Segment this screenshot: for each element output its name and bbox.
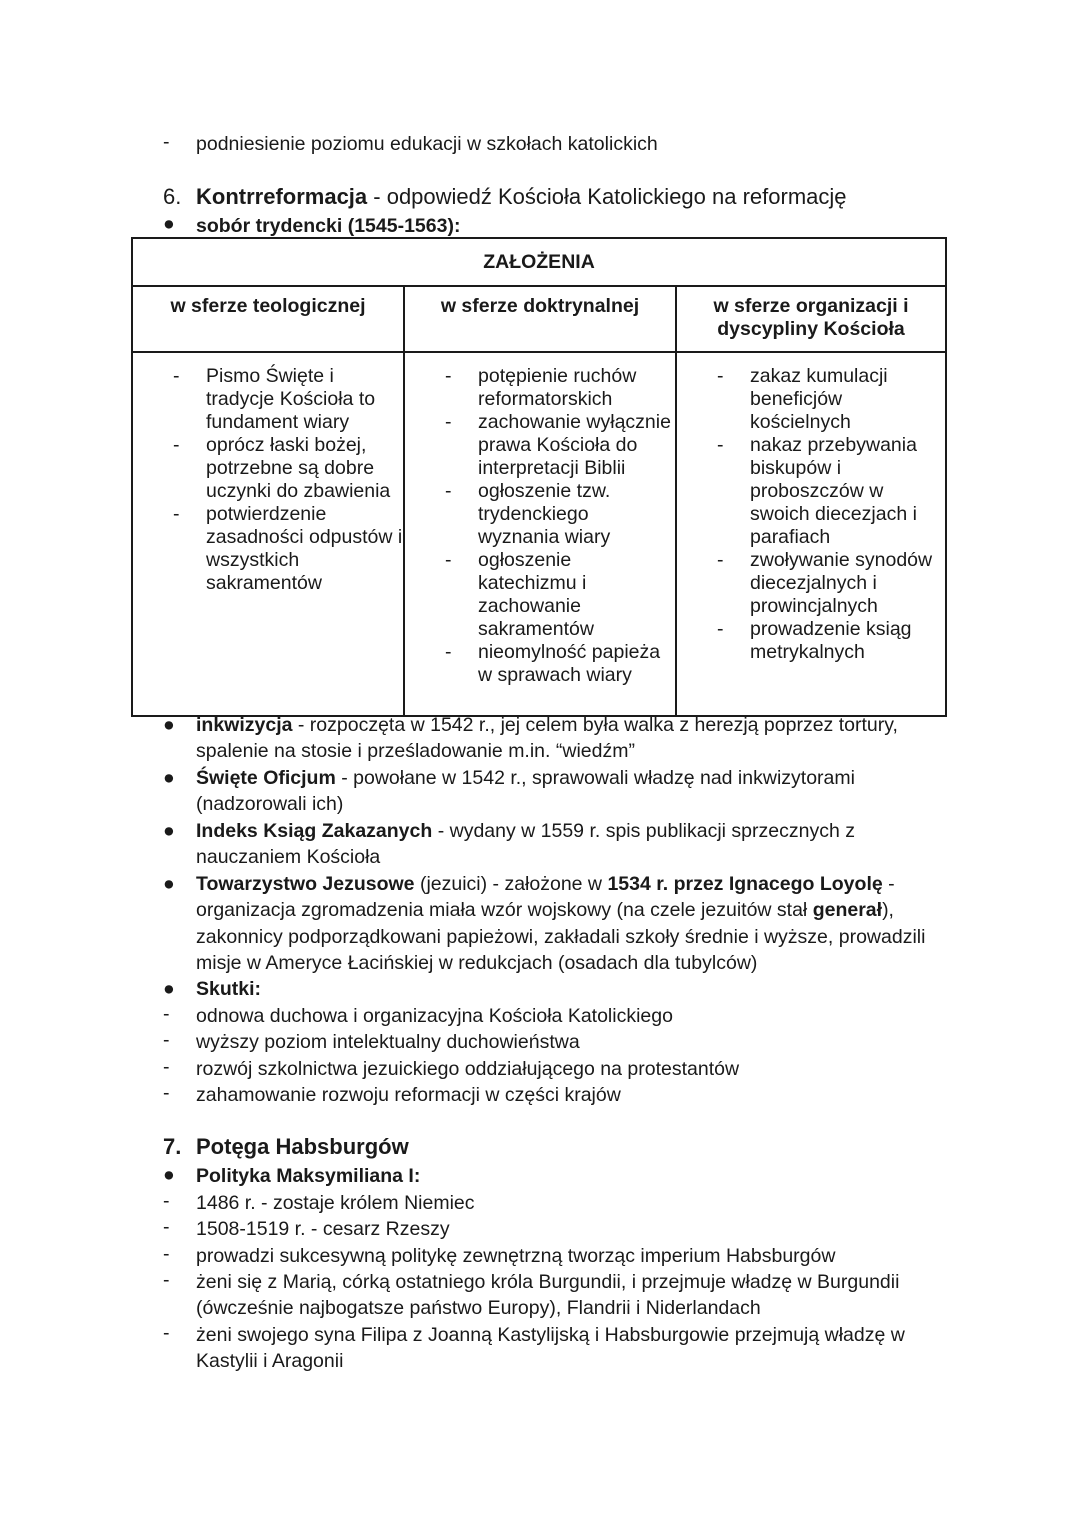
- dash-marker: -: [163, 131, 170, 153]
- section-subtitle: - odpowiedź Kościoła Katolickiego na reformację: [367, 184, 847, 209]
- indeks-item: Indeks Ksiąg Zakazanych - wydany w 1559 r. spis publikacji sprzecznych z nauczaniem Kościoła: [196, 820, 855, 869]
- dash-marker: -: [163, 1243, 170, 1265]
- bullet-icon: ●: [163, 820, 175, 842]
- dash-marker: -: [163, 1056, 170, 1078]
- list-item: żeni się z Marią, córką ostatniego króla Burgundii, i przejmuje władzę w Burgundii (ówcześnie najbogatsze państwo Europy), Flandrii i Niderlandach: [196, 1271, 900, 1320]
- section-number: 7.: [163, 1134, 182, 1159]
- table-cell: [676, 352, 946, 716]
- cell-list: [677, 365, 945, 664]
- list-item: - oprócz łaski bożej, potrzebne są dobre uczynki do zbawienia: [173, 434, 391, 502]
- list-item: rozwój szkolnictwa jezuickiego oddziałującego na protestantów: [196, 1058, 740, 1080]
- section-number: 6.: [163, 184, 182, 209]
- dash-marker: -: [163, 1190, 170, 1212]
- table-header: [676, 286, 946, 352]
- bullet-icon: ●: [163, 873, 175, 895]
- section-title: Potęga Habsburgów: [196, 1134, 409, 1159]
- list-item: - potępienie ruchów reformatorskich: [445, 365, 637, 410]
- list-item: - prowadzenie ksiąg metrykalnych: [717, 618, 912, 663]
- towarzystwo-item: Towarzystwo Jezusowe (jezuici) - założone w 1534 r. przez Ignacego Loyolę - organizacja zgromadzenia miała wzór wojskowy (na czele jezuitów stał generał), zakonnicy podporządkowani papieżowi, zakładali szkoły średnie i wyższe, prowadzili misje w Ameryce Łacińskiej w redukcjach (osadach dla tubylców): [196, 873, 926, 974]
- sobor-label: sobór trydencki (1545-1563):: [196, 215, 461, 237]
- list-item: żeni swojego syna Filipa z Joanną Kastylijską i Habsburgowie przejmują władzę w Kastylii i Aragonii: [196, 1324, 905, 1373]
- bullet-icon: ●: [163, 978, 175, 1000]
- dash-marker: -: [163, 1003, 170, 1025]
- list-item: - ogłoszenie tzw. trydenckiego wyznania wiary: [445, 480, 611, 548]
- table-cell: [132, 352, 404, 716]
- section-title: Kontrreformacja: [196, 184, 368, 209]
- list-item: - zakaz kumulacji beneficjów kościelnych: [717, 365, 888, 433]
- list-item: - zwoływanie synodów diecezjalnych i prowincjalnych: [717, 549, 933, 617]
- dash-marker: -: [163, 1029, 170, 1051]
- zalozenia-table: [131, 237, 947, 717]
- table-title: ZAŁOŻENIA: [132, 238, 946, 286]
- bullet-icon: ●: [163, 714, 175, 736]
- list-item: 1486 r. - zostaje królem Niemiec: [196, 1192, 475, 1214]
- table-cell: [404, 352, 676, 716]
- list-item: - nakaz przebywania biskupów i proboszczów w swoich diecezjach i parafiach: [717, 434, 917, 548]
- list-item: - potwierdzenie zasadności odpustów i wszystkich sakramentów: [173, 503, 403, 594]
- list-item: zahamowanie rozwoju reformacji w części krajów: [196, 1084, 621, 1106]
- bullet-icon: ●: [163, 767, 175, 789]
- dash-marker: -: [163, 1082, 170, 1104]
- dash-marker: -: [163, 1322, 170, 1344]
- list-item: 1508-1519 r. - cesarz Rzeszy: [196, 1218, 450, 1240]
- list-item: - Pismo Święte i tradycje Kościoła to fundament wiary: [173, 365, 376, 433]
- polityka-label: Polityka Maksymiliana I:: [196, 1165, 421, 1187]
- dash-marker: -: [163, 1216, 170, 1238]
- dash-marker: -: [163, 1269, 170, 1291]
- list-item: - nieomylność papieża w sprawach wiary: [445, 641, 661, 686]
- cell-list: [133, 365, 403, 595]
- skutki-label: Skutki:: [196, 978, 262, 1000]
- table-header-text: w sferze organizacji i dyscypliny Kościoła: [713, 295, 909, 340]
- list-item: prowadzi sukcesywną politykę zewnętrzną tworząc imperium Habsburgów: [196, 1245, 836, 1267]
- list-item: - zachowanie wyłącznie prawa Kościoła do interpretacji Biblii: [445, 411, 671, 479]
- bullet-icon: ●: [163, 213, 175, 235]
- inkwizycja-item: inkwizycja - rozpoczęta w 1542 r., jej celem była walka z herezją poprzez tortury, spalenie na stosie i prześladowanie m.in. “wiedźm”: [196, 714, 898, 763]
- oficjum-item: Święte Oficjum - powołane w 1542 r., sprawowali władzę nad inkwizytorami (nadzorowali ich): [196, 767, 855, 816]
- table-header: w sferze doktrynalnej: [404, 286, 676, 352]
- bullet-icon: ●: [163, 1164, 175, 1186]
- list-item: - ogłoszenie katechizmu i zachowanie sakramentów: [445, 549, 594, 640]
- cell-list: [405, 365, 675, 687]
- list-item: podniesienie poziomu edukacji w szkołach katolickich: [196, 133, 658, 155]
- table-header: w sferze teologicznej: [132, 286, 404, 352]
- list-item: odnowa duchowa i organizacyjna Kościoła Katolickiego: [196, 1005, 673, 1027]
- list-item: wyższy poziom intelektualny duchowieństwa: [196, 1031, 580, 1053]
